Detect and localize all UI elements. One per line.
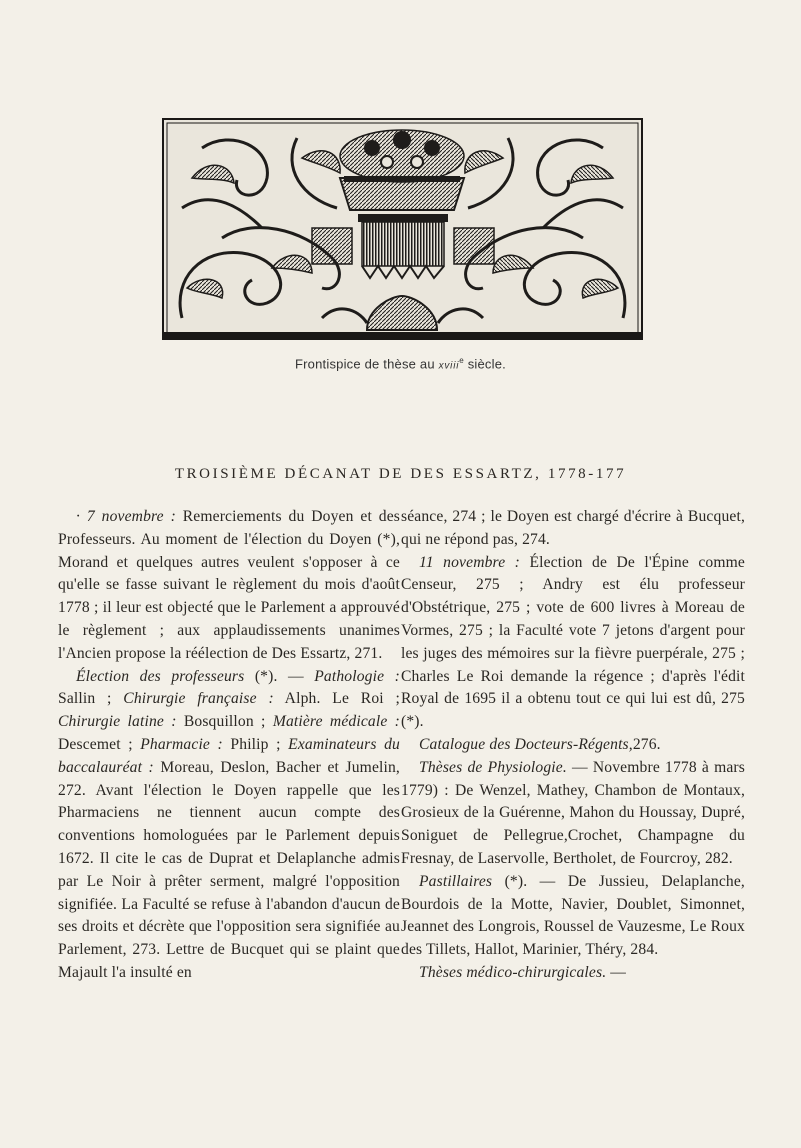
paragraph-catalogue: Catalogue des Docteurs-Régents,276. — [419, 735, 661, 753]
running-head: TROISIÈME DÉCANAT DE DES ESSARTZ, 1778-177 — [174, 466, 627, 482]
flower-basket — [340, 130, 464, 210]
paragraph-theses-physiologie: Thèses de Physiologie. — Novembre 1778 à mars 1779) : De Wenzel, Mathey, Chambon de Montaux, Grosieux de la Guérenne, Mahon du Houssay, Dupré, Soniguet de Pellegrue,Crochet, Champagne du Fresnay, de Laservolle, Bertholet, de Fourcroy, 282. — [401, 758, 745, 867]
frontispiece-engraving — [162, 118, 643, 340]
paragraph-11-novembre: 11 novembre : Élection de De l'Épine comme Censeur, 275 ; Andry est élu professeur d'Obstétrique, 275 ; vote de 600 livres à Moreau de Vormes, 275 ; la Faculté vote 7 jetons d'argent pour les juges des mémoires sur la fièvre puerpérale, 275 ; Charles Le Roi demande la régence ; d'après l'édit Royal de 1695 il a obtenu tout ce qui lui est dû, 275 (*). — [401, 553, 745, 731]
paragraph-pastillaires: Pastillaires (*). — De Jussieu, Delaplanche, Bourdois de la Motte, Navier, Doublet, Simonnet, Jeannet des Longrois, Roussel de Vauzesme, Le Roux des Tillets, Hallot, Marinier, Théry, 284. — [401, 872, 745, 959]
figure-caption: Frontispice de thèse au xviii$^e$ siècle. — [295, 356, 506, 372]
paragraph-theses-medico-chirurgicales: Thèses médico-chirurgicales. — — [419, 963, 627, 981]
paragraph-7-novembre: · 7 novembre : Remerciements du Doyen et des Professeurs. Au moment de l'élection du Doyen (*), Morand et quelques autres veulent s'opposer à ce qu'elle se fasse suivant le règlement du mois d'août 1778 ; il leur est objecté que le Parlement a approuvé le règlement ; aux applaudissements unanimes l'Ancien propose la réélection de Des Essartz, 271. — [58, 508, 400, 662]
paragraph-election-professeurs: Élection des professeurs (*). — Pathologie : Sallin ; Chirurgie française : Alph. Le Roi ; Chirurgie latine : Bosquillon ; Matière médicale : Descemet ; Pharmacie : Philip ; Examinateurs du baccalauréat : Moreau, Deslon, Bacher et Jumelin, 272. Avant l'élection le Doyen rappelle que les Pharmaciens ne tiennent aucun compte des conventions homologuées par le Parlement depuis 1672. Il cite le cas de Duprat et Delaplanche admis par Le Noir à prêter serment, malgré l'opposition signifiée. La Faculté se refuse à l'abandon d'aucun de ses droits et décrète que l'opposition sera signifiée au Parlement, 273. Lettre de Bucquet qui se plaint que Majault l'a insulté en — [58, 667, 400, 981]
paragraph-seance: séance, 274 ; le Doyen est chargé d'écrire à Bucquet, qui ne répond pas, 274. — [401, 508, 745, 548]
left-column — [58, 506, 400, 985]
right-column — [401, 506, 745, 985]
